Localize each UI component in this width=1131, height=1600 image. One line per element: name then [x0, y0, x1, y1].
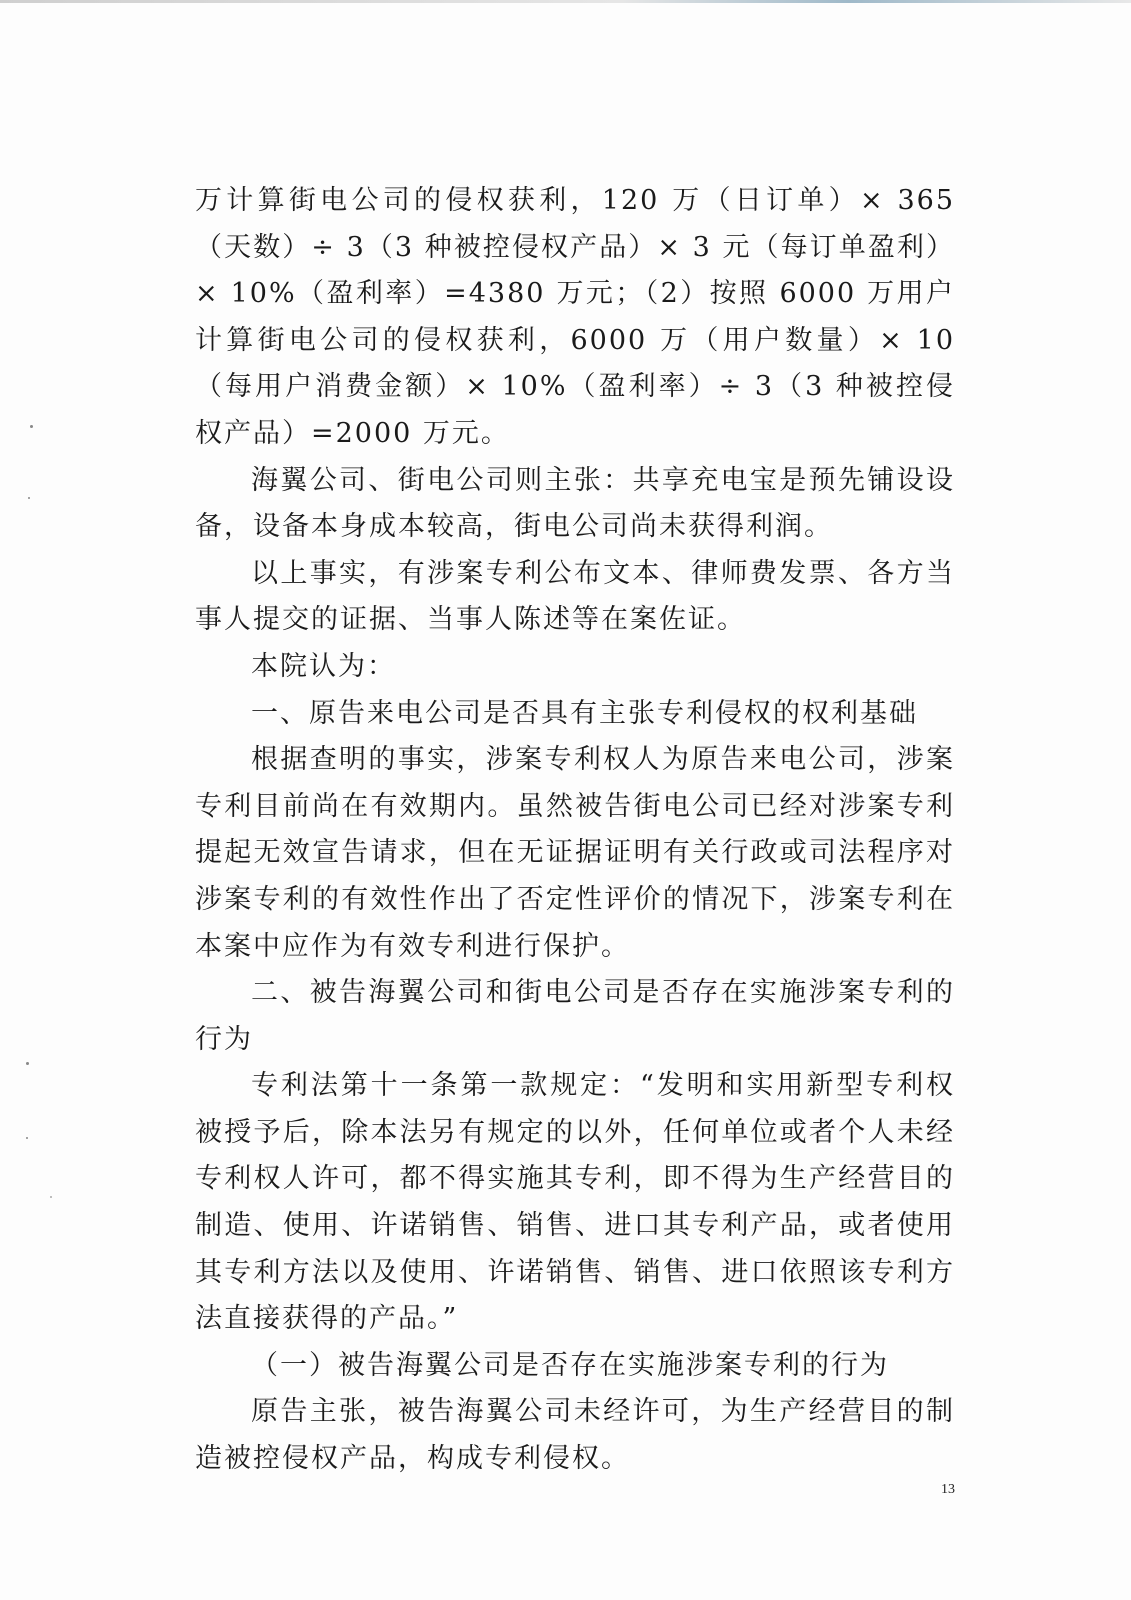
scan-speck — [26, 1137, 28, 1139]
paragraph-patent-validity: 根据查明的事实，涉案专利权人为原告来电公司，涉案专利目前尚在有效期内。虽然被告街电公司已经对涉案专利提起无效宣告请求，但在无证据证明有关行政或司法程序对涉案专利的有效性作出了否定性评价的情况下，涉案专利在本案中应作为有效专利进行保护。 — [195, 744, 955, 962]
document-body — [195, 178, 955, 1483]
paragraph-evidence-summary: 以上事实，有涉案专利公布文本、律师费发票、各方当事人提交的证据、当事人陈述等在案佐证。 — [195, 557, 955, 636]
scan-speck — [28, 497, 30, 499]
paragraph-patent-law-quote: 专利法第十一条第一款规定：“发明和实用新型专利权被授予后，除本法另有规定的以外，任何单位或者个人未经专利权人许可，都不得实施其专利，即不得为生产经营目的制造、使用、许诺销售、销售、进口其专利产品，或者使用其专利方法以及使用、许诺销售、销售、进口依照该专利方法直接获得的产品。” — [195, 1070, 955, 1335]
section-heading-1: 一、原告来电公司是否具有主张专利侵权的权利基础 — [251, 697, 918, 729]
paragraph-plaintiff-claim: 原告主张，被告海翼公司未经许可，为生产经营目的制造被控侵权产品，构成专利侵权。 — [195, 1396, 955, 1475]
subsection-heading-1: （一）被告海翼公司是否存在实施涉案专利的行为 — [251, 1349, 889, 1381]
section-heading-2: 二、被告海翼公司和街电公司是否存在实施涉案专利的行为 — [195, 977, 955, 1055]
paragraph-court-opinion-intro: 本院认为： — [251, 650, 396, 682]
scan-top-edge — [0, 0, 1131, 3]
scan-speck — [50, 1196, 52, 1198]
page-number: 13 — [941, 1482, 955, 1497]
paragraph-defendant-claim: 海翼公司、街电公司则主张：共享充电宝是预先铺设设备，设备本身成本较高，街电公司尚未获得利润。 — [195, 464, 955, 543]
scan-speck — [30, 425, 33, 428]
paragraph-calculation-continued: 万计算街电公司的侵权获利，120 万（日订单）× 365（天数）÷ 3（3 种被控侵权产品）× 3 元（每订单盈利）× 10%（盈利率）=4380 万元；（2）按照 6000 万用户计算街电公司的侵权获利，6000 万（用户数量）× 10（每用户消费金额）× 10%（盈利率）÷ 3（3 种被控侵权产品）=2000 万元。 — [195, 185, 955, 449]
scan-speck — [26, 1062, 29, 1065]
